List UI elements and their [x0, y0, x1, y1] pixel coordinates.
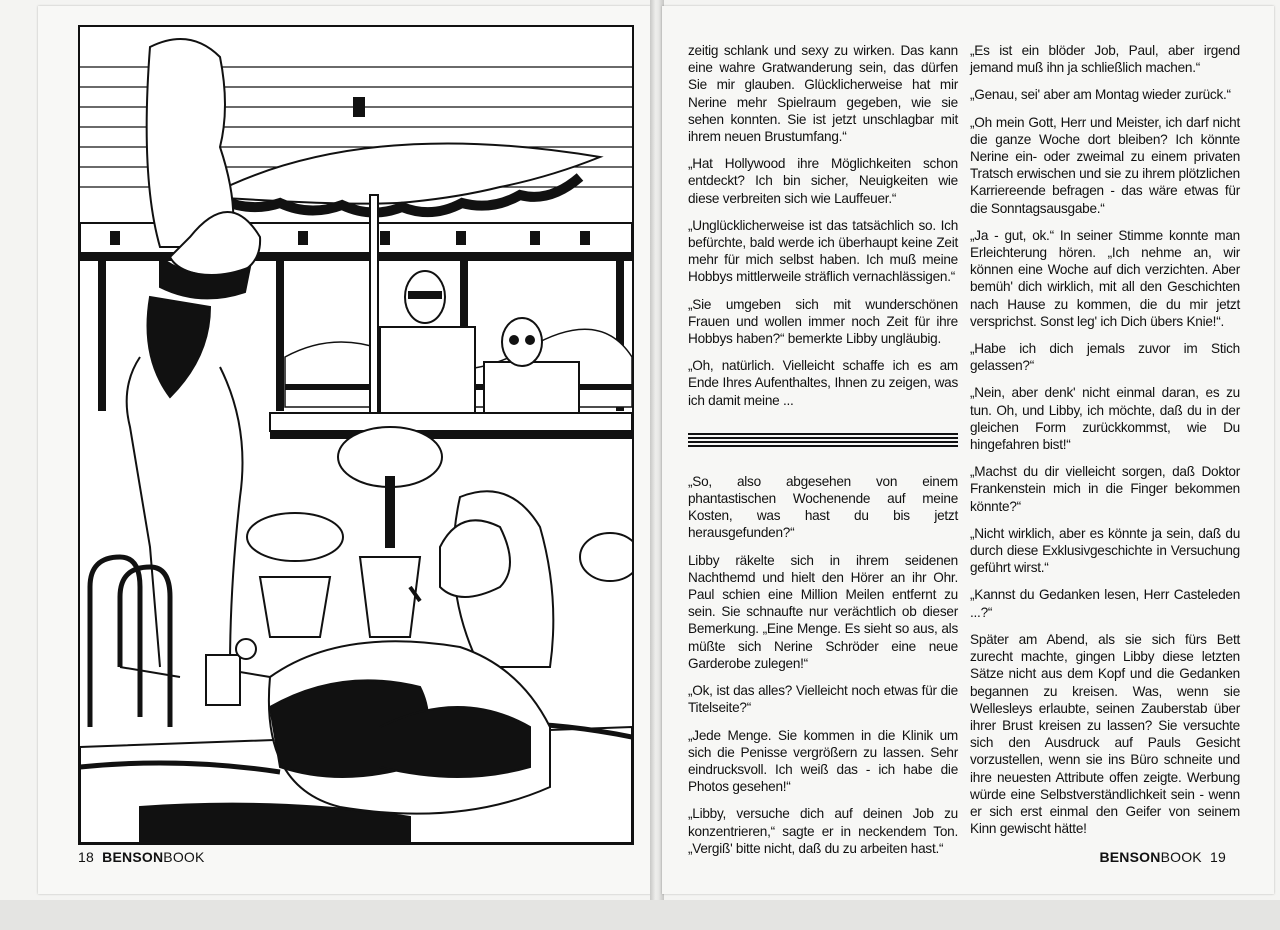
paragraph: „Ok, ist das alles? Vielleicht noch etwas für die Titelseite?“	[688, 683, 958, 716]
right-brand-bold: BENSON	[1099, 849, 1161, 865]
right-page-footer	[1099, 849, 1226, 865]
paragraph: „Kannst du Gedanken lesen, Herr Casteleden ...?“	[970, 587, 1240, 620]
paragraph: „Genau, sei' aber am Montag wieder zurück.“	[970, 87, 1231, 103]
section-separator	[688, 433, 958, 447]
paragraph: Später am Abend, als sie sich fürs Bett zurecht machte, gingen Libby diese letzten Sätze nicht aus dem Kopf und die Gedanken begannen zu kreisen. Was, wenn sie Wellesleys erlaubte, seinen Zauberstab über ihrer Brust kreisen zu lassen? Sie versuchte sich den Ausdruck auf Pauls Gesicht vorzustellen, wenn sie ins Büro schneite und ihre neuesten Attribute offen zeigte. Werbung würde eine Selbstverständlichkeit sein - wenn er sich erst einmal den Geifer von seinem Kinn gewischt hätte!	[970, 631, 1240, 837]
paragraph: „Es ist ein blöder Job, Paul, aber irgend jemand muß ihn ja schließlich machen.“	[970, 43, 1240, 76]
paragraph: „Oh mein Gott, Herr und Meister, ich darf nicht die ganze Woche dort bleiben? Ich könnte Nerine ein- oder zweimal zu einem privaten Tratsch erwischen und sie zu ihrem plötzlichen Karriereende befragen - das wäre etwas für die Sonntagsausgabe.“	[970, 114, 1240, 216]
text-column-1	[688, 42, 958, 867]
paragraph: „Habe ich dich jemals zuvor im Stich gelassen?“	[970, 341, 1240, 374]
paragraph: Libby räkelte sich in ihrem seidenen Nachthemd und hielt den Hörer an ihr Ohr. Paul schien eine Million Meilen entfernt zu sein. Sie schnaufte nur verächtlich ob dieser Bemerkung. „Eine Menge. Es sieht so aus, als müßte sich Nerine Schröder eine neue Garderobe zulegen!“	[688, 552, 958, 671]
paragraph: „Libby, versuche dich auf deinen Job zu konzentrieren,“ sagte er in neckendem Ton. „Vergiß' bitte nicht, daß du zu arbeiten hast.“	[688, 806, 958, 856]
left-page-footer	[78, 849, 205, 865]
pool-scene-drawing	[80, 27, 632, 843]
left-brand-bold: BENSON	[102, 849, 164, 865]
paragraph: „So, also abgesehen von einem phantastischen Wochenende auf meine Kosten, was hast du bis jetzt herausgefunden?“	[688, 473, 958, 541]
paragraph: zeitig schlank und sexy zu wirken. Das kann eine wahre Gratwanderung sein, das dürfen Sie mir glauben. Glücklicherweise hat mir Nerine mehr Spielraum gegeben, wie sie sehen konnten. Sie ist jetzt unschlagbar mit ihrem neuen Brustumfang.“	[688, 43, 958, 145]
paragraph: „Sie umgeben sich mit wunderschönen Frauen und wollen immer noch Zeit für ihre Hobbys haben?“ bemerkte Libby ungläubig.	[688, 296, 958, 347]
text-column-2	[970, 42, 1240, 847]
paragraph: „Machst du dir vielleicht sorgen, daß Doktor Frankenstein mich in die Finger bekommen könnte?“	[970, 464, 1240, 514]
left-page-number: 18	[78, 849, 94, 865]
paragraph: „Hat Hollywood ihre Möglichkeiten schon entdeckt? Ich bin sicher, Neuigkeiten wie diese verbreiten sich wie Lauffeuer.“	[688, 156, 958, 206]
right-page-number: 19	[1210, 849, 1226, 865]
paragraph: „Ja - gut, ok.“ In seiner Stimme konnte man Erleichterung hören. „Ich nehme an, wir können eine Woche auf dich verzichten. Aber bemüh' dich wirklich, mit all den Geschichten nach Hause zu kommen, die du mir jetzt versprichst. Sonst leg' ich Dich übers Knie!“.	[970, 227, 1240, 329]
paragraph: „Nicht wirklich, aber es könnte ja sein, daß du durch diese Exklusivgeschichte in Versuchung geführt wirst.“	[970, 525, 1240, 576]
paragraph: „Nein, aber denk' nicht einmal daran, es zu tun. Oh, und Libby, ich möchte, daß du in der gleichen Form zurückkommst, wie Du hingefahren bist!“	[970, 385, 1240, 453]
paragraph: „Unglücklicherweise ist das tatsächlich so. Ich befürchte, bald werde ich überhaupt keine Zeit mehr für mich selbst haben. Ich muß meine Hobbys mittlerweile sträflich vernachlässigen.“	[688, 217, 958, 285]
comic-illustration	[78, 25, 634, 845]
right-brand-light: BOOK	[1160, 849, 1202, 865]
paragraph: „Jede Menge. Sie kommen in die Klinik um sich die Penisse vergrößern zu lassen. Sehr eindrucksvoll. Ich weiß das - ich habe die Photos gesehen!“	[688, 727, 958, 795]
left-brand-light: BOOK	[163, 849, 205, 865]
paragraph: „Oh, natürlich. Vielleicht schaffe ich es am Ende Ihres Aufenthaltes, Ihnen zu zeigen, was ich damit meine ...	[688, 358, 958, 408]
